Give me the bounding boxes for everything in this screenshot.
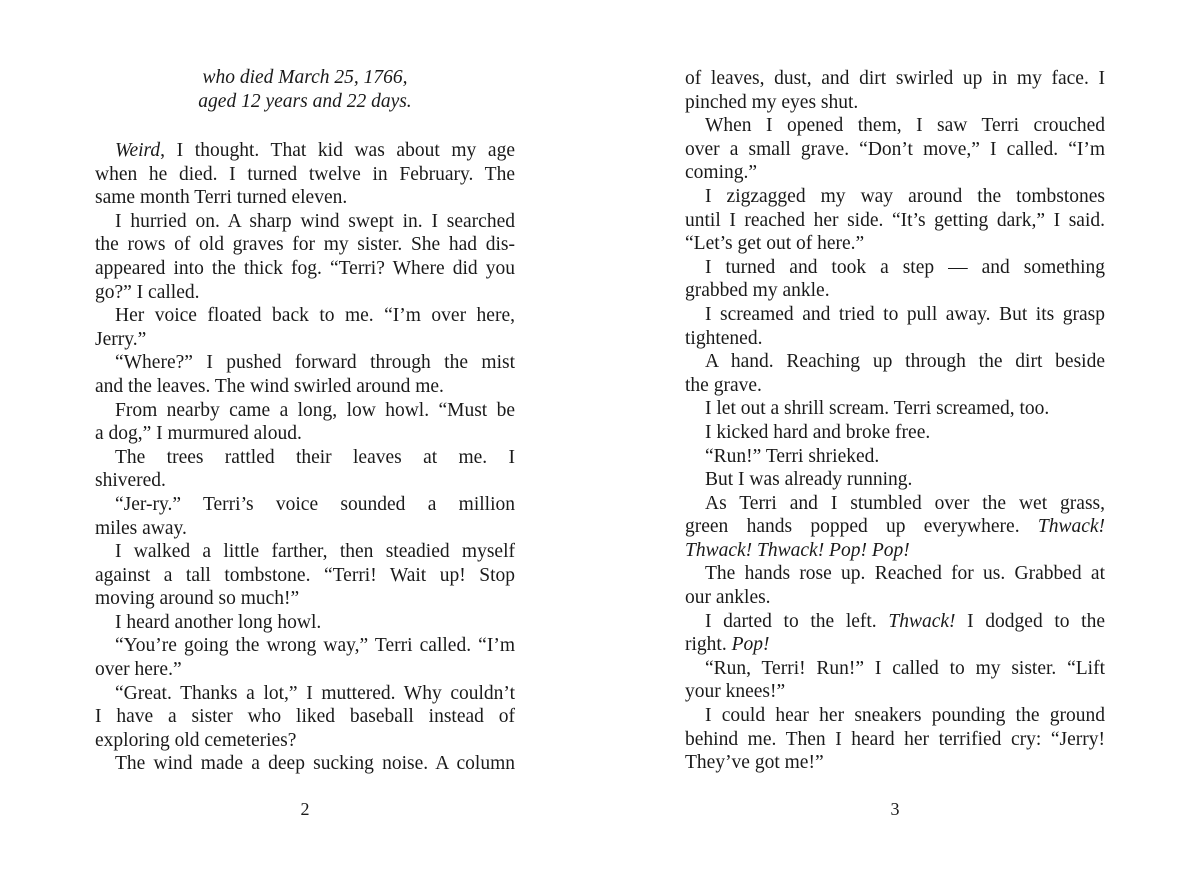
text-line <box>95 634 515 658</box>
text-line <box>95 186 515 210</box>
italic-text: Weird <box>115 140 161 161</box>
text-line <box>685 91 1105 115</box>
text-run: pinched my eyes shut. <box>685 91 859 113</box>
text-line <box>95 257 515 281</box>
text-line <box>685 704 1105 728</box>
text-line <box>95 139 515 163</box>
text-run: go?” I called. <box>95 281 200 303</box>
text-line <box>685 185 1105 209</box>
text-run: From nearby came a long, low howl. “Must be <box>115 399 515 421</box>
text-line <box>685 562 1105 586</box>
text-run: same month Terri turned eleven. <box>95 187 348 209</box>
text-line <box>685 279 1105 303</box>
text-run: I heard another long howl. <box>115 611 322 633</box>
text-line <box>685 657 1105 681</box>
text-line <box>685 138 1105 162</box>
text-line <box>95 611 515 635</box>
text-run: “You’re going the wrong way,” Terri called. “I’m <box>115 635 515 657</box>
text-run: over a small grave. “Don’t move,” I called. “I’m <box>685 138 1105 160</box>
right-page-body-text <box>685 67 1105 775</box>
text-line <box>685 633 1105 657</box>
italic-text: Thwack! Thwack! Pop! Pop! <box>685 539 910 561</box>
text-run: “Jer-ry.” Terri’s voice sounded a million <box>115 493 515 515</box>
text-run: I darted to the left. <box>705 610 889 632</box>
text-run: A hand. Reaching up through the dirt beside <box>705 351 1105 373</box>
text-line <box>95 493 515 517</box>
text-line <box>685 515 1105 539</box>
text-run: When I opened them, I saw Terri crouched <box>705 115 1105 137</box>
text-line <box>95 399 515 423</box>
text-run: green hands popped up everywhere. <box>685 516 1038 538</box>
text-run: But I was already running. <box>705 469 913 491</box>
text-run: I screamed and tried to pull away. But its grasp <box>705 303 1105 325</box>
page-number: 2 <box>300 799 310 819</box>
text-line <box>95 564 515 588</box>
text-run: I turned and took a step — and something <box>705 256 1105 278</box>
text-run: when he died. I turned twelve in February. The <box>95 163 515 185</box>
left-page-body-text <box>95 139 515 776</box>
text-line <box>95 210 515 234</box>
text-run: over here.” <box>95 659 182 681</box>
text-run: I zigzagged my way around the tombstones <box>705 185 1105 207</box>
text-run: , I thought. That kid was about my age <box>160 140 515 161</box>
text-run: I could hear her sneakers pounding the ground <box>705 705 1105 727</box>
italic-text: Thwack! <box>888 610 956 632</box>
text-line <box>95 304 515 328</box>
text-line <box>95 469 515 493</box>
text-run: The wind made a deep sucking noise. A column <box>115 753 515 775</box>
text-run: against a tall tombstone. “Terri! Wait up! Stop <box>95 564 515 586</box>
text-run: until I reached her side. “It’s getting dark,” I said. <box>685 209 1105 231</box>
text-run: exploring old cemeteries? <box>95 729 297 751</box>
text-run: The hands rose up. Reached for us. Grabbed at <box>705 563 1105 585</box>
text-run: and the leaves. The wind swirled around me. <box>95 375 444 397</box>
text-line <box>95 351 515 375</box>
text-run: your knees!” <box>685 681 786 703</box>
text-line <box>685 67 1105 91</box>
text-line <box>685 680 1105 704</box>
epitaph-line: who died March 25, 1766, <box>202 67 408 88</box>
text-line <box>95 682 515 706</box>
text-run: a dog,” I murmured aloud. <box>95 423 302 445</box>
text-run: They’ve got me!” <box>685 752 824 774</box>
text-run: “Where?” I pushed forward through the mist <box>115 352 515 374</box>
text-line <box>95 281 515 305</box>
text-line <box>685 610 1105 634</box>
text-line <box>685 586 1105 610</box>
text-run: the rows of old graves for my sister. She had dis- <box>95 234 515 256</box>
epitaph-line: aged 12 years and 22 days. <box>198 91 412 112</box>
epitaph <box>95 66 515 114</box>
text-line <box>685 445 1105 469</box>
text-run: I let out a shrill scream. Terri screamed, too. <box>705 398 1050 420</box>
text-line <box>685 161 1105 185</box>
text-line <box>685 751 1105 775</box>
text-line <box>95 328 515 352</box>
text-line <box>95 375 515 399</box>
text-run: As Terri and I stumbled over the wet grass, <box>705 492 1105 514</box>
text-run: “Run!” Terri shrieked. <box>705 445 880 467</box>
text-run: right. <box>685 634 732 656</box>
text-run: I dodged to the <box>955 610 1106 632</box>
text-run: of leaves, dust, and dirt swirled up in my face. I <box>685 68 1105 89</box>
text-run: “Great. Thanks a lot,” I muttered. Why couldn’t <box>115 682 515 704</box>
text-run: moving around so much!” <box>95 588 300 610</box>
text-run: miles away. <box>95 517 187 539</box>
text-run: grabbed my ankle. <box>685 280 830 302</box>
text-line <box>685 327 1105 351</box>
text-run: tightened. <box>685 327 763 349</box>
text-line <box>95 658 515 682</box>
text-line <box>95 729 515 753</box>
left-page <box>95 0 515 872</box>
text-run: our ankles. <box>685 587 771 609</box>
italic-text: Thwack! <box>1037 516 1105 538</box>
text-run: “Run, Terri! Run!” I called to my sister. “Lift <box>705 657 1105 679</box>
text-run: I hurried on. A sharp wind swept in. I searched <box>115 210 515 232</box>
text-line <box>685 303 1105 327</box>
text-run: coming.” <box>685 162 758 184</box>
text-line <box>685 728 1105 752</box>
text-line <box>685 492 1105 516</box>
page-number: 3 <box>890 799 900 819</box>
text-run: the grave. <box>685 374 762 396</box>
right-page <box>685 0 1105 872</box>
text-line <box>685 209 1105 233</box>
text-run: Jerry.” <box>95 328 147 350</box>
text-line <box>95 587 515 611</box>
text-line <box>95 163 515 187</box>
text-run: “Let’s get out of here.” <box>685 233 865 255</box>
text-line <box>95 422 515 446</box>
text-line <box>685 468 1105 492</box>
text-run: I kicked hard and broke free. <box>705 421 931 443</box>
text-run: appeared into the thick fog. “Terri? Where did you <box>95 257 515 279</box>
text-line <box>685 256 1105 280</box>
text-run: Her voice floated back to me. “I’m over here, <box>115 305 515 327</box>
text-line <box>95 233 515 257</box>
text-run: I have a sister who liked baseball instead of <box>95 706 515 728</box>
text-line <box>685 421 1105 445</box>
text-line <box>685 374 1105 398</box>
text-run: behind me. Then I heard her terrified cry: “Jerry! <box>685 728 1105 750</box>
text-run: shivered. <box>95 470 166 492</box>
text-line <box>685 397 1105 421</box>
text-line <box>95 752 515 776</box>
italic-text: Pop! <box>731 634 770 656</box>
text-line <box>685 114 1105 138</box>
text-line <box>95 517 515 541</box>
text-run: The trees rattled their leaves at me. I <box>115 446 515 468</box>
text-line <box>685 539 1105 563</box>
text-run: I walked a little farther, then steadied myself <box>115 541 515 563</box>
text-line <box>685 350 1105 374</box>
text-line <box>685 232 1105 256</box>
text-line <box>95 446 515 470</box>
text-line <box>95 540 515 564</box>
text-line <box>95 705 515 729</box>
